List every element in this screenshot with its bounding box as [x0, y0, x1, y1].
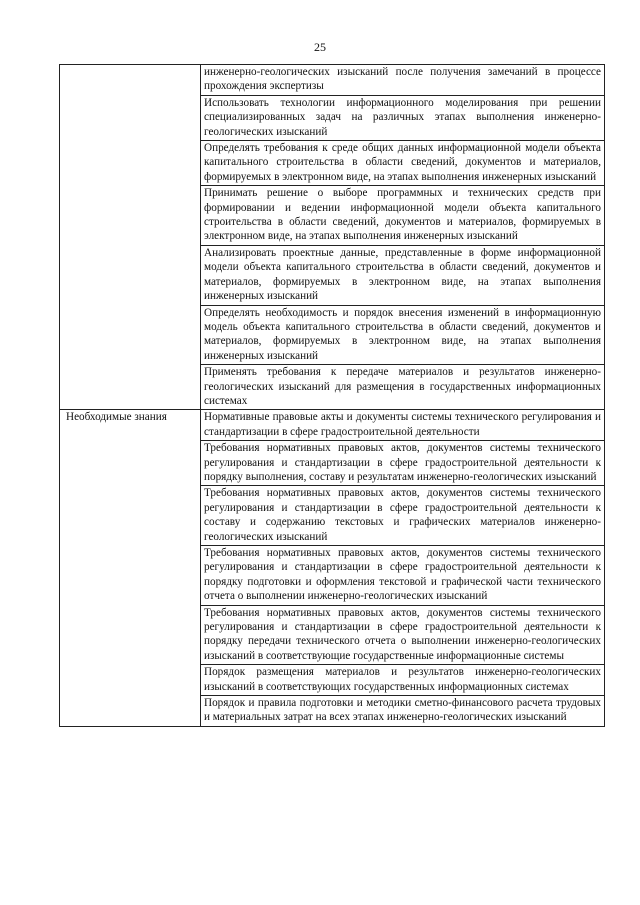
row-description: Анализировать проектные данные, представленные в форме информационной модели объекта капитального строительства в области сведений, документов и материалов, формируемых в электронном виде, на этапах выполнения инженерных изысканий [201, 245, 605, 305]
row-description: Порядок и правила подготовки и методики сметно-финансового расчета трудовых и материальных затрат на всех этапах инженерно-геологических изысканий [201, 696, 605, 727]
requirements-table-body [60, 65, 605, 727]
row-description: Принимать решение о выборе программных и технических средств при формировании и ведении информационной модели объекта капитального строительства в области сведений, документов и материалов, формируемых в электронном виде, на этапах выполнения инженерных изысканий [201, 186, 605, 246]
row-description: Требования нормативных правовых актов, документов системы технического регулирования и стандартизации в сфере градостроительной деятельности к порядку подготовки и оформления текстовой и графической части технического отчета о выполнении инженерно-геологических изысканий [201, 546, 605, 606]
row-description: Требования нормативных правовых актов, документов системы технического регулирования и стандартизации в сфере градостроительной деятельности к порядку выполнения, составу и результатам инженерно-геологических изысканий [201, 441, 605, 486]
requirements-table [59, 64, 605, 727]
table-row [60, 65, 605, 96]
row-description: Порядок размещения материалов и результатов инженерно-геологических изысканий в соответствующих государственных информационных системах [201, 665, 605, 696]
row-description: Нормативные правовые акты и документы системы технического регулирования и стандартизации в сфере градостроительной деятельности [201, 410, 605, 441]
row-label-cell [60, 410, 201, 727]
row-label-cell [60, 65, 201, 410]
row-label: Необходимые знания [66, 411, 167, 424]
row-description: инженерно-геологических изысканий после получения замечаний в процессе прохождения экспертизы [201, 65, 605, 96]
row-description: Использовать технологии информационного моделирования при решении специализированных задач на различных этапах выполнения инженерно-геологических изысканий [201, 95, 605, 140]
row-description: Требования нормативных правовых актов, документов системы технического регулирования и стандартизации в сфере градостроительной деятельности к порядку передачи технического отчета о выполнении инженерно-геологических изысканий в соответствующие государственные информационные системы [201, 605, 605, 665]
table-row [60, 410, 605, 441]
row-description: Применять требования к передаче материалов и результатов инженерно-геологических изысканий для размещения в государственных информационных системах [201, 365, 605, 410]
row-description: Определять требования к среде общих данных информационной модели объекта капитального строительства в области сведений, документов и материалов, формируемых в электронном виде, на этапах выполнения инженерных изысканий [201, 141, 605, 186]
row-description: Определять необходимость и порядок внесения изменений в информационную модель объекта капитального строительства в области сведений, документов и материалов, формируемых в электронном виде, на этапах выполнения инженерных изысканий [201, 305, 605, 365]
row-description: Требования нормативных правовых актов, документов системы технического регулирования и стандартизации в сфере градостроительной деятельности к составу и содержанию текстовых и графических материалов инженерно-геологических изысканий [201, 486, 605, 546]
page-number: 25 [314, 40, 326, 54]
